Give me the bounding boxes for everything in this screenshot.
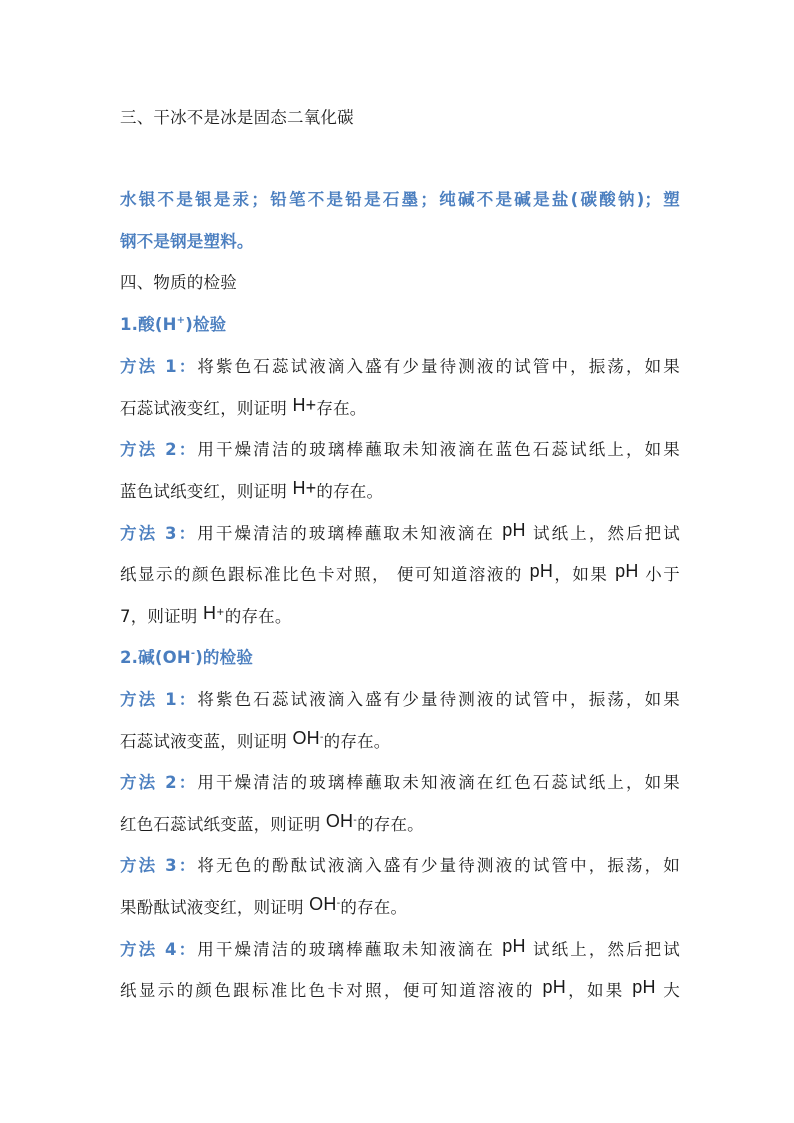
acid-method2-line2: 蓝色试纸变红，则证明 H+的存在。 xyxy=(120,478,384,501)
section3-heading: 三、干冰不是冰是固态二氧化碳 xyxy=(120,108,354,127)
method-label: 方法 3： xyxy=(120,524,198,543)
base-method2-line1: 方法 2：用干燥清洁的玻璃棒蘸取未知液滴在红色石蕊试纸上，如果 xyxy=(120,773,680,792)
base-method3-line2: 果酚酞试液变红，则证明 OH-的存在。 xyxy=(120,894,408,917)
misnomer-note-line2: 钢不是钢是塑料。 xyxy=(120,232,254,251)
method-label: 方法 2： xyxy=(120,773,198,792)
method-label: 方法 1： xyxy=(120,357,198,376)
acid-method1-line1: 方法 1：将紫色石蕊试液滴入盛有少量待测液的试管中，振荡，如果 xyxy=(120,357,680,376)
base-method3-line1: 方法 3：将无色的酚酞试液滴入盛有少量待测液的试管中，振荡，如 xyxy=(120,856,680,875)
base-method1-line2: 石蕊试液变蓝，则证明 OH-的存在。 xyxy=(120,728,391,751)
acid-method3-line2: 纸显示的颜色跟标准比色卡对照， 便可知道溶液的 pH，如果 pH 小于 xyxy=(120,561,680,584)
acid-test-title: 1.酸(H+)检验 xyxy=(120,315,227,334)
acid-method1-line2: 石蕊试液变红，则证明 H+存在。 xyxy=(120,395,367,418)
method-label: 方法 1： xyxy=(120,690,198,709)
misnomer-note-line1: 水银不是银是汞；铅笔不是铅是石墨；纯碱不是碱是盐(碳酸钠)；塑 xyxy=(120,190,680,209)
method-label: 方法 4： xyxy=(120,940,198,959)
section4-heading: 四、物质的检验 xyxy=(120,273,237,292)
acid-method3-line1: 方法 3：用干燥清洁的玻璃棒蘸取未知液滴在 pH 试纸上，然后把试 xyxy=(120,520,680,543)
base-method2-line2: 红色石蕊试纸变蓝，则证明 OH-的存在。 xyxy=(120,811,424,834)
method-label: 方法 2： xyxy=(120,440,198,459)
base-method1-line1: 方法 1：将紫色石蕊试液滴入盛有少量待测液的试管中，振荡，如果 xyxy=(120,690,680,709)
method-label: 方法 3： xyxy=(120,856,198,875)
acid-method3-line3: 7，则证明 H+的存在。 xyxy=(120,603,292,626)
base-method4-line1: 方法 4：用干燥清洁的玻璃棒蘸取未知液滴在 pH 试纸上，然后把试 xyxy=(120,936,680,959)
acid-method2-line1: 方法 2：用干燥清洁的玻璃棒蘸取未知液滴在蓝色石蕊试纸上，如果 xyxy=(120,440,680,459)
base-method4-line2: 纸显示的颜色跟标准比色卡对照，便可知道溶液的 pH，如果 pH 大 xyxy=(120,977,680,1000)
base-test-title: 2.碱(OH-)的检验 xyxy=(120,648,254,667)
